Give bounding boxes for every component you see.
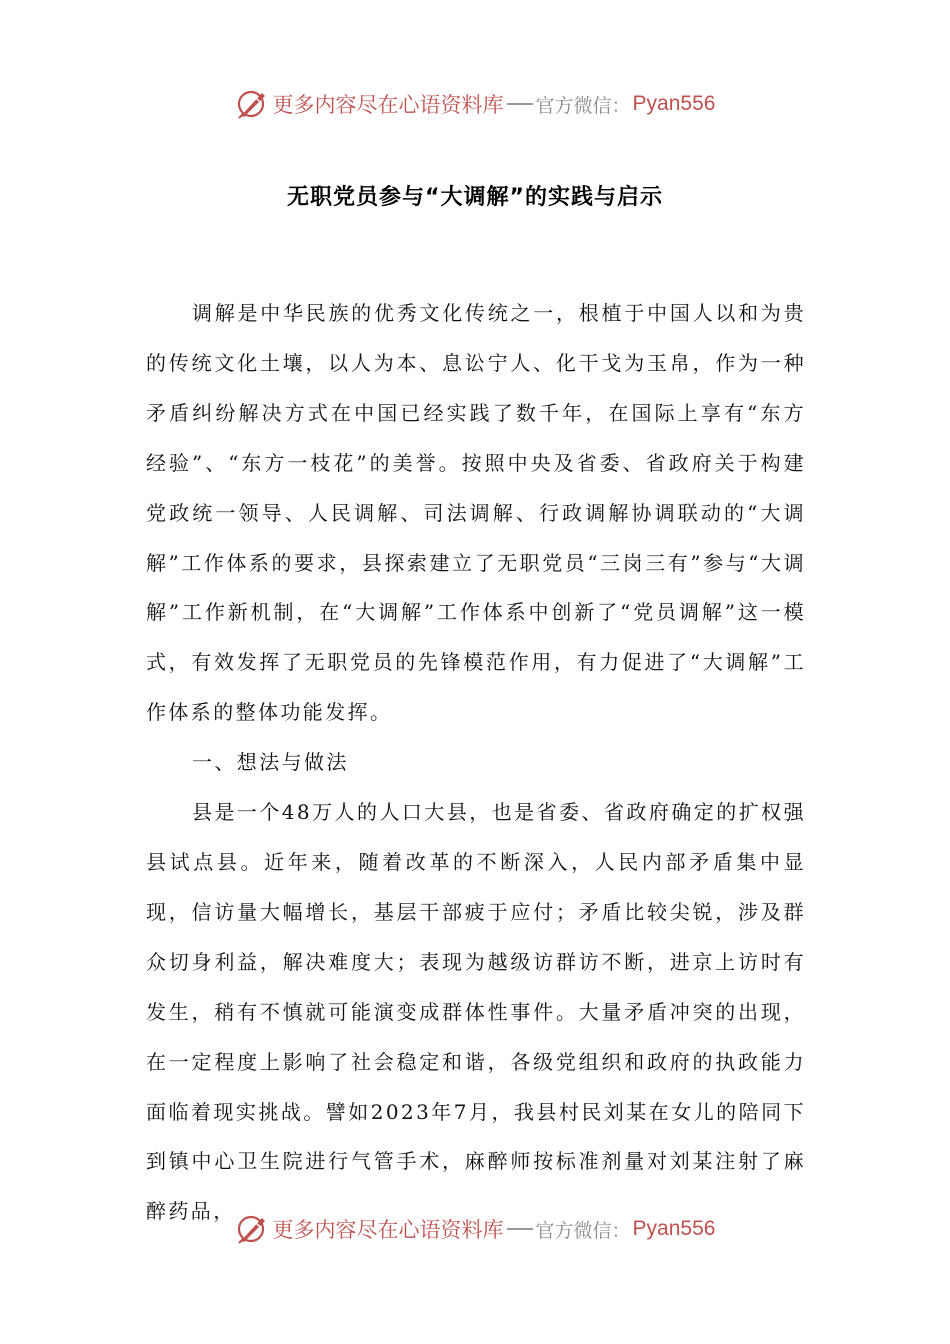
banner-brand-text: 更多内容尽在心语资料库 (272, 93, 504, 117)
document-body (146, 289, 806, 1237)
banner-brand-text: 更多内容尽在心语资料库 (272, 1218, 504, 1242)
banner-wechat-label: 官方微信： (535, 1219, 631, 1242)
body-paragraph: 调解是中华民族的优秀文化传统之一，根植于中国人以和为贵的传统文化土壤，以人为本、息讼宁人、化干戈为玉帛，作为一种矛盾纠纷解决方式在中国已经实践了数千年，在国际上享有“东方经验”、“东方一枝花”的美誉。按照中央及省委、省政府关于构建党政统一领导、人民调解、司法调解、行政调解协调联动的“大调解”工作体系的要求，县探索建立了无职党员“三岗三有”参与“大调解”工作新机制，在“大调解”工作体系中创新了“党员调解”这一模式，有效发挥了无职党员的先锋模范作用，有力促进了“大调解”工作体系的整体功能发挥。 (146, 301, 806, 725)
banner-wechat-label: 官方微信： (535, 94, 631, 117)
document-title: 无职党员参与“大调解”的实践与启示 (287, 185, 663, 210)
banner-dash (507, 103, 533, 105)
body-paragraph: 县是一个48万人的人口大县，也是省委、省政府确定的扩权强县试点县。近年来，随着改革的不断深入，人民内部矛盾集中显现，信访量大幅增长，基层干部疲于应付；矛盾比较尖锐，涉及群众切身利益，解决难度大；表现为越级访群访不断，进京上访时有发生，稍有不慎就可能演变成群体性事件。大量矛盾冲突的出现，在一定程度上影响了社会稳定和谐，各级党组织和政府的执政能力面临着现实挑战。譬如2023年7月，我县村民刘某在女儿的陪同下到镇中心卫生院进行气管手术，麻醉师按标准剂量对刘某注射了麻醉药品， (146, 800, 806, 1224)
banner-wechat-id: Pyan556 (632, 1217, 716, 1240)
banner-dash (507, 1228, 533, 1230)
quill-logo-icon (235, 1212, 269, 1246)
quill-logo-icon (235, 87, 269, 121)
banner-wechat-id: Pyan556 (632, 92, 716, 115)
section-heading: 一、想法与做法 (192, 750, 349, 775)
footer-watermark-banner (0, 1209, 950, 1249)
header-watermark-banner (0, 84, 950, 124)
